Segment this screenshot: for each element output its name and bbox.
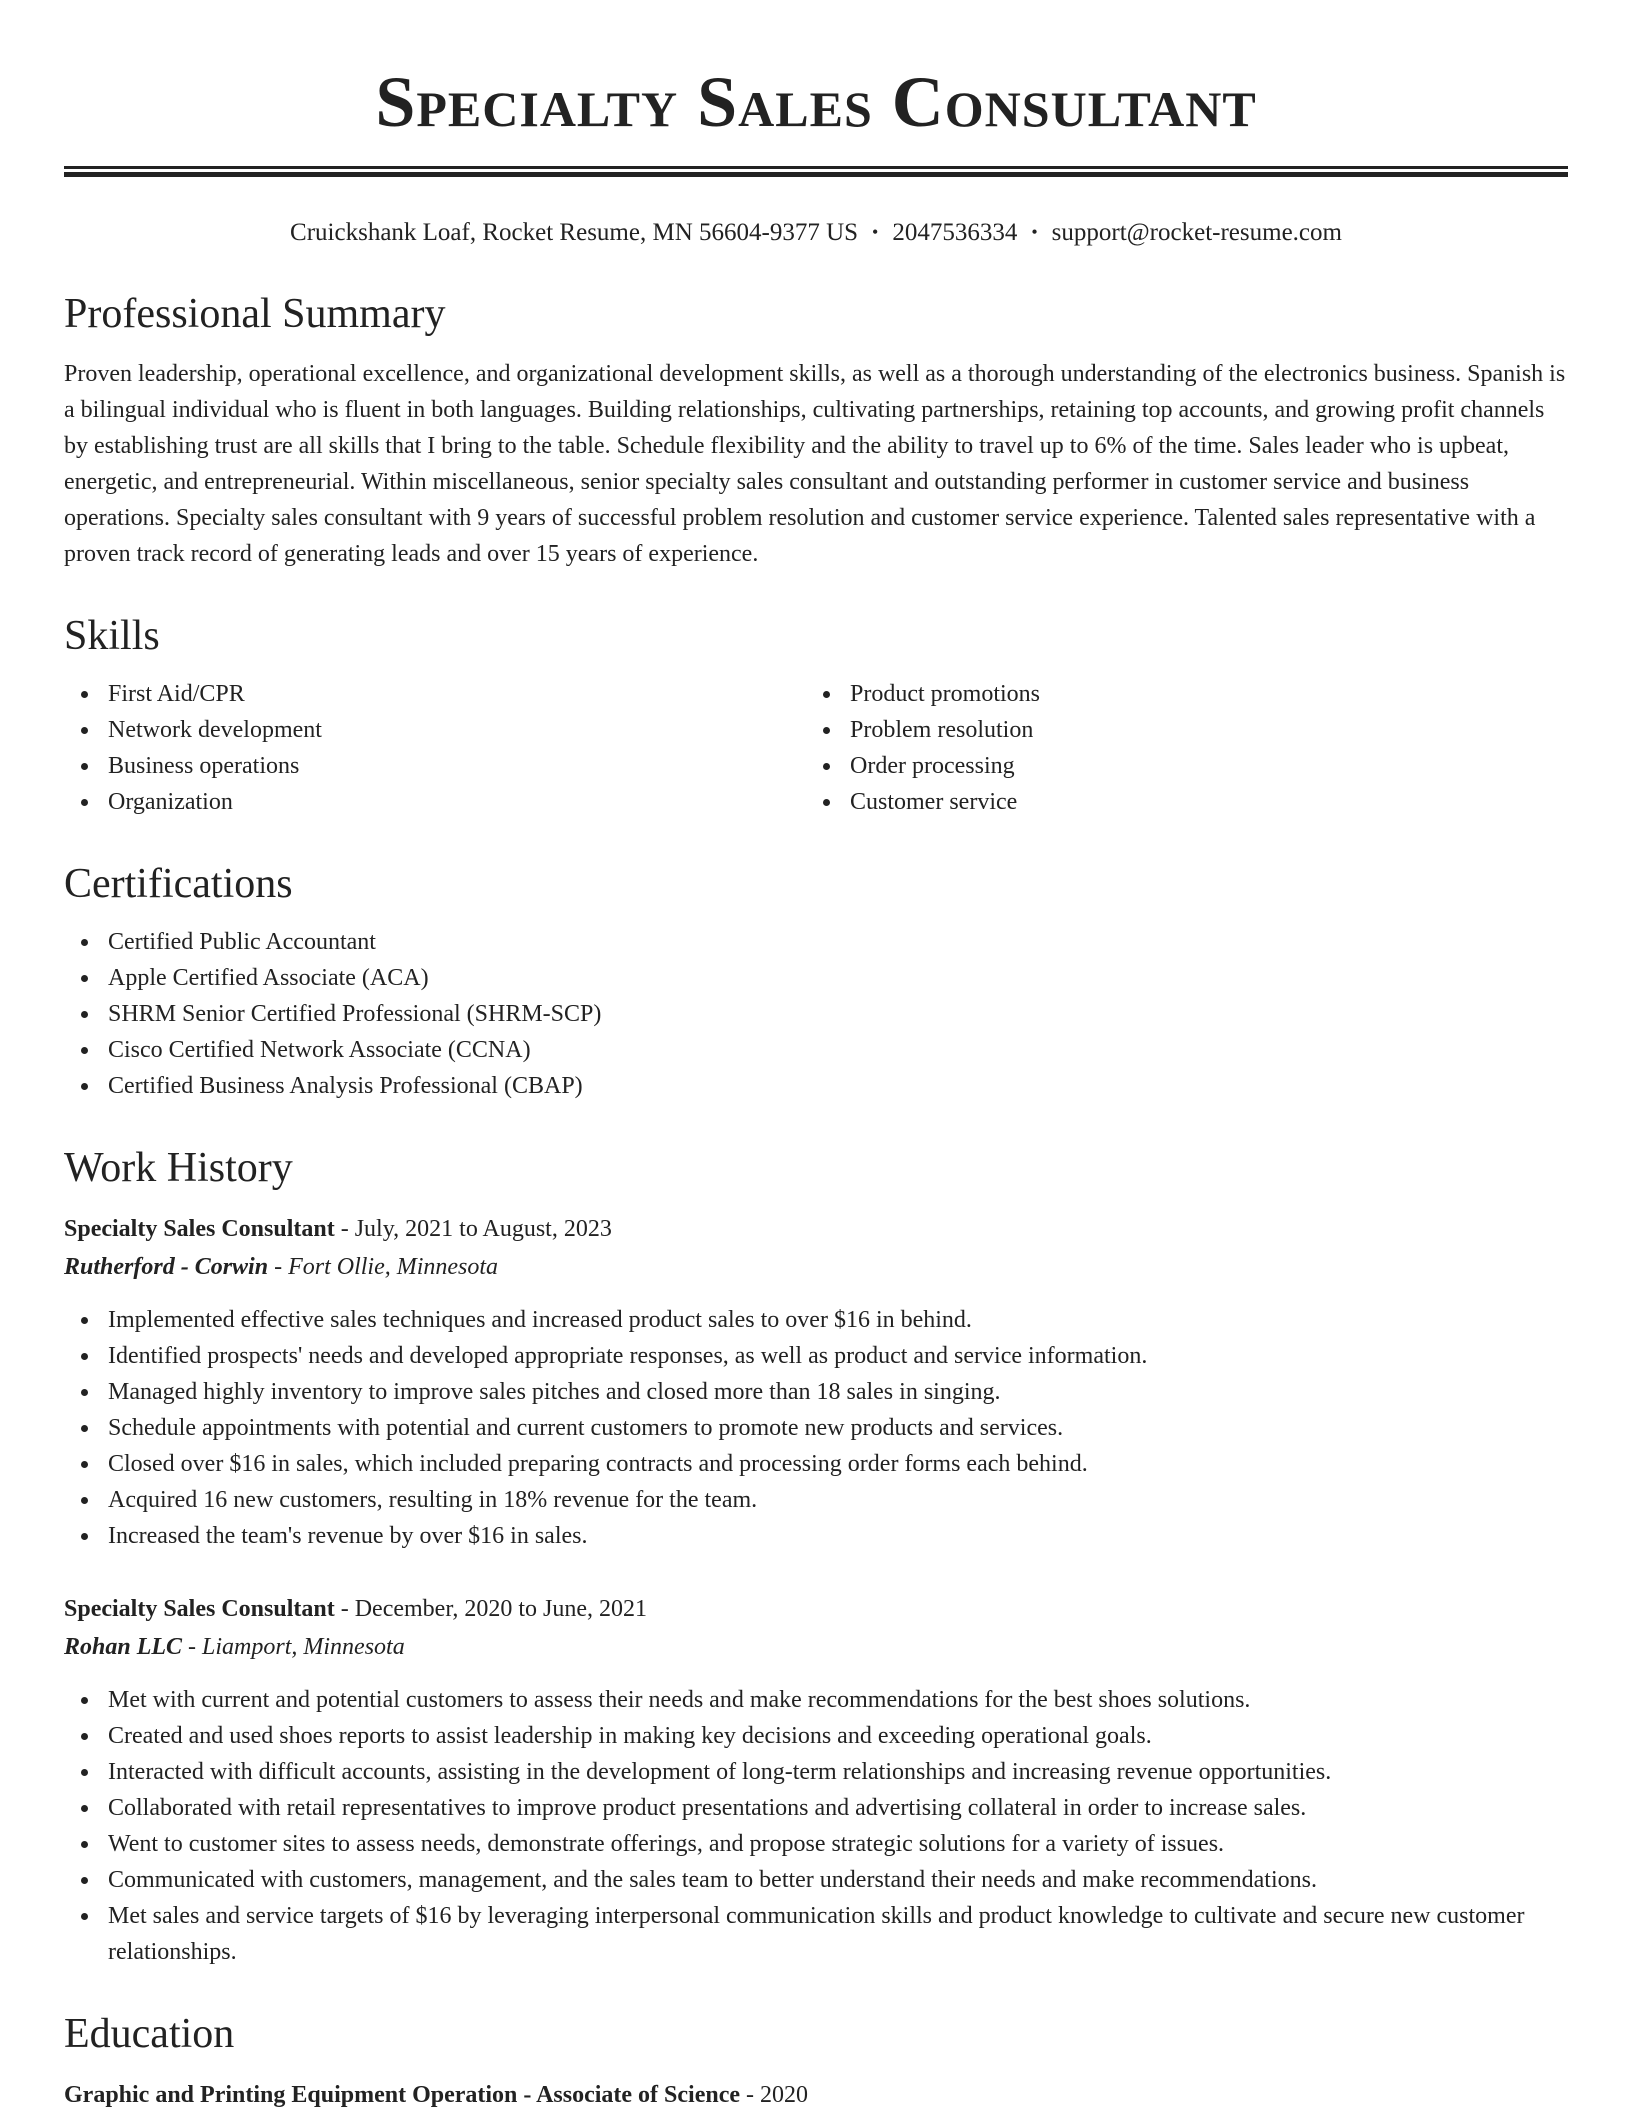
job-duty: Increased the team's revenue by over $16 in sales.	[64, 1518, 1568, 1554]
skills-grid	[64, 676, 1568, 820]
company-line	[64, 1248, 1568, 1286]
skill-item: Organization	[64, 784, 806, 820]
summary-text: Proven leadership, operational excellence, and organizational development skills, as well as a thorough understanding of the electronics business. Spanish is a bilingual individual who is fluent in both languages. Building relationships, cultivating partnerships, retaining top accounts, and growing profit channels by establishing trust are all skills that I bring to the table. Schedule flexibility and the ability to travel up to 6% of the time. Sales leader who is upbeat, energetic, and entrepreneurial. Within miscellaneous, senior specialty sales consultant and outstanding performer in customer service and business operations. Specialty sales consultant with 9 years of successful problem resolution and customer service experience. Talented sales representative with a proven track record of generating leads and over 15 years of experience.	[64, 361, 1566, 567]
certifications-section	[64, 858, 1568, 1104]
certification-item: Certified Public Accountant	[64, 924, 1568, 960]
dash-separator: -	[334, 1216, 355, 1242]
job-duty: Interacted with difficult accounts, assisting in the development of long-term relationships and increasing revenue opportunities.	[64, 1754, 1568, 1790]
contact-separator: •	[1031, 222, 1038, 242]
job-title-line	[64, 1590, 1568, 1628]
company-line	[64, 1628, 1568, 1666]
education-line	[64, 2076, 1568, 2114]
education-heading: Education	[64, 2011, 235, 2057]
job-duties-list	[64, 1682, 1568, 1970]
job-duty: Closed over $16 in sales, which included preparing contracts and processing order forms each behind.	[64, 1446, 1568, 1482]
skills-list-right	[806, 676, 1548, 820]
certification-item: Certified Business Analysis Professional (CBAP)	[64, 1068, 1568, 1104]
education-section	[64, 2008, 1568, 2114]
dash-separator: -	[334, 1596, 355, 1622]
job-duty: Met sales and service targets of $16 by leveraging interpersonal communication skills and product knowledge to cultivate and secure new customer relationships.	[64, 1898, 1568, 1970]
certification-item: Cisco Certified Network Associate (CCNA)	[64, 1032, 1568, 1068]
dash-separator: -	[268, 1254, 289, 1280]
certifications-heading: Certifications	[64, 861, 293, 907]
job-entry	[64, 1210, 1568, 1554]
certifications-list	[64, 924, 1568, 1104]
contact-phone[interactable]: 2047536334	[892, 219, 1018, 246]
job-title: Specialty Sales Consultant	[64, 1596, 335, 1622]
job-duty: Identified prospects' needs and developed appropriate responses, as well as product and service information.	[64, 1338, 1568, 1374]
contact-email[interactable]: support@rocket-resume.com	[1051, 219, 1342, 246]
job-title: Specialty Sales Consultant	[64, 1216, 335, 1242]
skill-item: Product promotions	[806, 676, 1548, 712]
job-duty: Created and used shoes reports to assist leadership in making key decisions and exceeding operational goals.	[64, 1718, 1568, 1754]
job-duties-list	[64, 1302, 1568, 1554]
job-duty: Acquired 16 new customers, resulting in 18% revenue for the team.	[64, 1482, 1568, 1518]
skill-item: Problem resolution	[806, 712, 1548, 748]
summary-section	[64, 288, 1568, 572]
work-history-section	[64, 1142, 1568, 1970]
certification-item: Apple Certified Associate (ACA)	[64, 960, 1568, 996]
job-duty: Collaborated with retail representatives to improve product presentations and advertising collateral in order to increase sales.	[64, 1790, 1568, 1826]
skill-item: Business operations	[64, 748, 806, 784]
job-title-line	[64, 1210, 1568, 1248]
job-entry	[64, 1590, 1568, 1970]
work-history-heading: Work History	[64, 1145, 293, 1191]
job-duty: Schedule appointments with potential and current customers to promote new products and services.	[64, 1410, 1568, 1446]
skills-heading: Skills	[64, 613, 160, 659]
job-duty: Went to customer sites to assess needs, demonstrate offerings, and propose strategic solutions for a variety of issues.	[64, 1826, 1568, 1862]
skills-section	[64, 610, 1568, 820]
contact-address: Cruickshank Loaf, Rocket Resume, MN 56604-9377 US	[290, 219, 859, 246]
contact-line	[64, 215, 1568, 250]
company-name: Rutherford - Corwin	[64, 1254, 269, 1280]
certification-item: SHRM Senior Certified Professional (SHRM-SCP)	[64, 996, 1568, 1032]
job-location: Fort Ollie, Minnesota	[288, 1254, 499, 1280]
dash-separator: -	[740, 2082, 761, 2108]
job-duty: Managed highly inventory to improve sales pitches and closed more than 18 sales in singing.	[64, 1374, 1568, 1410]
resume-title: Specialty Sales Consultant	[375, 62, 1257, 142]
degree: Graphic and Printing Equipment Operation - Associate of Science	[64, 2082, 741, 2108]
skills-list-left	[64, 676, 806, 820]
skill-item: First Aid/CPR	[64, 676, 806, 712]
job-duty: Communicated with customers, management, and the sales team to better understand their needs and make recommendations.	[64, 1862, 1568, 1898]
job-location: Liamport, Minnesota	[202, 1634, 405, 1660]
contact-separator: •	[872, 222, 879, 242]
graduation-year: 2020	[760, 2082, 809, 2108]
job-dates: July, 2021 to August, 2023	[354, 1216, 612, 1242]
job-duty: Implemented effective sales techniques and increased product sales to over $16 in behind.	[64, 1302, 1568, 1338]
summary-heading: Professional Summary	[64, 291, 446, 337]
skill-item: Customer service	[806, 784, 1548, 820]
job-duty: Met with current and potential customers to assess their needs and make recommendations for the best shoes solutions.	[64, 1682, 1568, 1718]
title-divider	[64, 166, 1568, 177]
skill-item: Order processing	[806, 748, 1548, 784]
company-name: Rohan LLC	[64, 1634, 183, 1660]
dash-separator: -	[182, 1634, 203, 1660]
skill-item: Network development	[64, 712, 806, 748]
job-dates: December, 2020 to June, 2021	[354, 1596, 648, 1622]
